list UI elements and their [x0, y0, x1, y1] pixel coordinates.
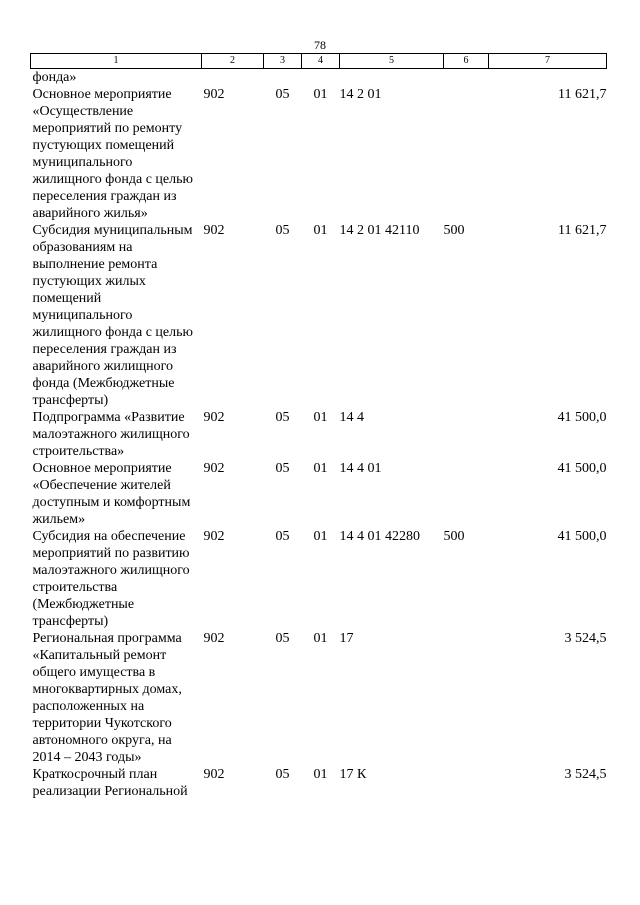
row-sum: 3 524,5 [564, 767, 607, 782]
row-csr: 17 К [339, 767, 367, 782]
row-sum: 41 500,0 [557, 410, 607, 425]
row-pr: 01 [313, 767, 328, 782]
row-vr [444, 630, 489, 766]
row-gr: 902 [203, 223, 225, 238]
row-csr: 14 4 01 [339, 461, 382, 476]
row-csr: 17 [339, 631, 354, 646]
table-body [31, 69, 607, 801]
row-rz: 05 [275, 87, 290, 102]
header-col-2: 2 [202, 54, 264, 69]
row-rz: 05 [275, 529, 290, 544]
row-rz: 05 [275, 767, 290, 782]
row-rz: 05 [275, 410, 290, 425]
header-col-6: 6 [444, 54, 489, 69]
row-rz: 05 [275, 223, 290, 238]
row-sum: 11 621,7 [558, 223, 607, 238]
row-vr [444, 86, 489, 222]
header-col-3: 3 [264, 54, 302, 69]
row-sum: 3 524,5 [564, 631, 607, 646]
row-gr: 902 [203, 529, 225, 544]
row-sum: 41 500,0 [557, 461, 607, 476]
row-pr: 01 [313, 529, 328, 544]
row-pr: 01 [313, 461, 328, 476]
row-rz: 05 [275, 461, 290, 476]
row-vr: 500 [443, 223, 465, 238]
table-row [31, 630, 607, 766]
row-vr [444, 460, 489, 528]
row-csr: 14 4 [339, 410, 364, 425]
row-sum [489, 69, 607, 87]
row-csr [340, 69, 444, 87]
row-gr: 902 [203, 767, 225, 782]
header-row [31, 54, 607, 69]
row-name: Основное мероприятие «Осуществление мероприятий по ремонту пустующих помещений муниципального жилищного фонда с целью переселения граждан из аварийного жилья» [32, 87, 193, 221]
row-name: Субсидия муниципальным образованиям на выполнение ремонта пустующих жилых помещений муниципального жилищного фонда с целью переселения граждан из аварийного жилищного фонда (Межбюджетные трансферты) [32, 223, 193, 408]
row-name: фонда» [32, 70, 77, 85]
table-header [31, 54, 607, 69]
row-name: Краткосрочный план реализации Региональной [32, 767, 188, 799]
row-vr [444, 69, 489, 87]
table-row [31, 69, 607, 87]
row-csr: 14 4 01 42280 [339, 529, 420, 544]
row-gr [202, 69, 264, 87]
table-row [31, 409, 607, 460]
table-row [31, 222, 607, 409]
row-vr: 500 [443, 529, 465, 544]
row-rz: 05 [275, 631, 290, 646]
row-pr: 01 [313, 631, 328, 646]
table-row [31, 528, 607, 630]
table-row [31, 460, 607, 528]
row-vr [444, 409, 489, 460]
row-sum: 11 621,7 [558, 87, 607, 102]
row-pr [302, 69, 340, 87]
row-rz [264, 69, 302, 87]
header-col-5: 5 [340, 54, 444, 69]
row-csr: 14 2 01 42110 [339, 223, 420, 238]
header-col-7: 7 [489, 54, 607, 69]
row-name: Региональная программа «Капитальный ремонт общего имущества в многоквартирных домах, расположенных на территории Чукотского автономного округа, на 2014 – 2043 годы» [32, 631, 182, 765]
row-gr: 902 [203, 410, 225, 425]
row-pr: 01 [313, 410, 328, 425]
page-number: 78 [314, 38, 326, 52]
row-csr: 14 2 01 [339, 87, 382, 102]
row-name: Основное мероприятие «Обеспечение жителей доступным и комфортным жильем» [32, 461, 191, 527]
row-vr [444, 766, 489, 800]
table-row [31, 766, 607, 800]
header-col-4: 4 [302, 54, 340, 69]
table-row [31, 86, 607, 222]
row-gr: 902 [203, 631, 225, 646]
row-pr: 01 [313, 87, 328, 102]
row-gr: 902 [203, 461, 225, 476]
row-sum: 41 500,0 [557, 529, 607, 544]
row-pr: 01 [313, 223, 328, 238]
budget-table [30, 53, 607, 800]
header-col-1: 1 [31, 54, 202, 69]
row-name: Подпрограмма «Развитие малоэтажного жилищного строительства» [32, 410, 190, 459]
row-gr: 902 [203, 87, 225, 102]
row-name: Субсидия на обеспечение мероприятий по развитию малоэтажного жилищного строительства (Межбюджетные трансферты) [32, 529, 190, 629]
